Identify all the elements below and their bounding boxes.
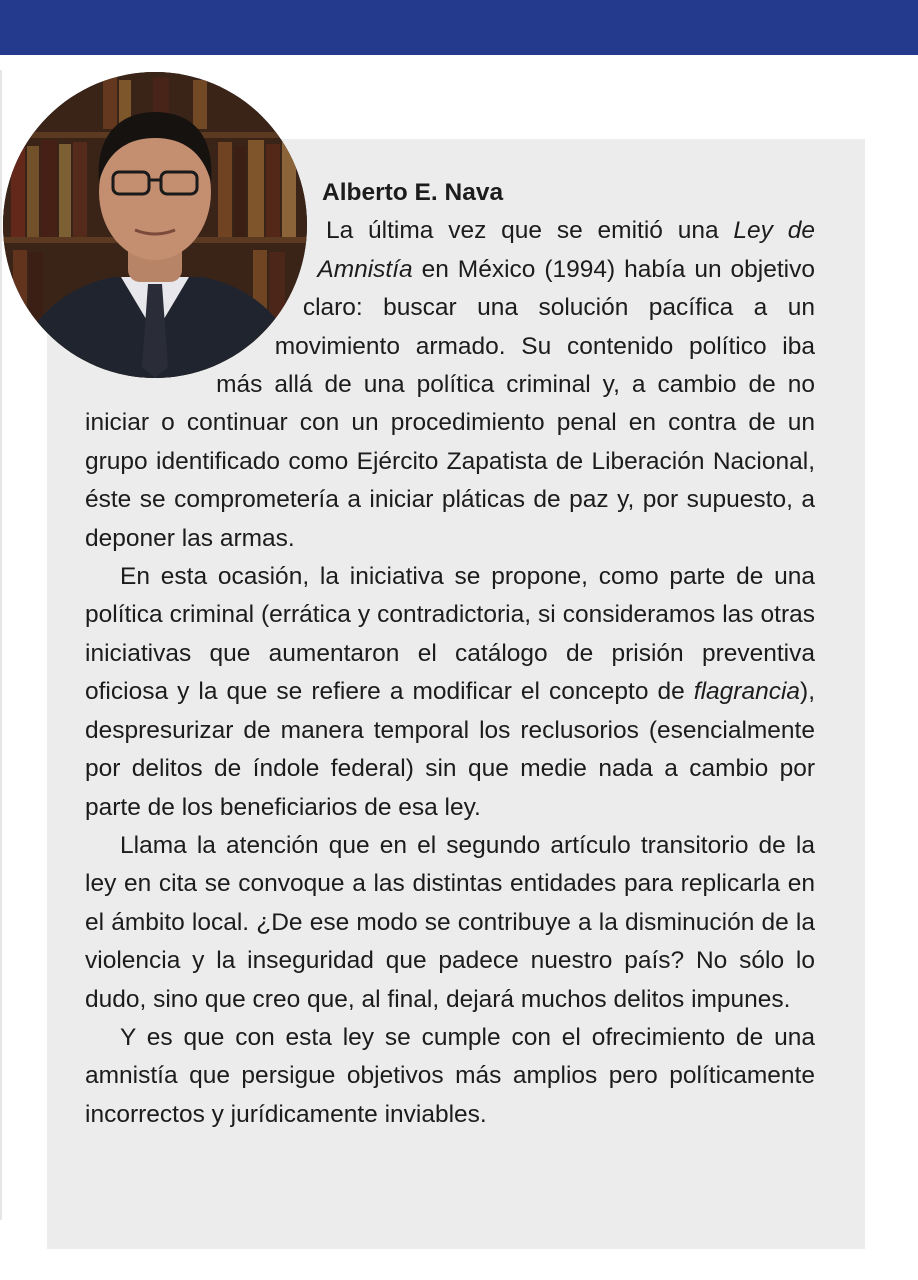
page-edge-rule xyxy=(0,70,2,1220)
header-bar xyxy=(0,0,918,55)
author-portrait-icon xyxy=(3,72,307,378)
paragraph-2 xyxy=(85,558,815,827)
author-photo xyxy=(3,72,307,378)
paragraph-2-part-a: En esta ocasión, la iniciativa se propone, como parte de una política criminal (errática y contradictoria, si consideramos las otras iniciativas que aumentaron el catálogo de prisión preventiva oficiosa y la que se refiere a modificar el concepto de xyxy=(85,563,815,706)
paragraph-1-part-a: La última vez que se emitió una xyxy=(325,217,734,245)
paragraph-3: Llama la atención que en el segundo artículo transitorio de la ley en cita se convoque a las distintas entidades para replicarla en el ámbito local. ¿De ese modo se contribuye a la disminución de la violencia y la inseguridad que padece nuestro país? No sólo lo dudo, sino que creo que, al final, dejará muchos delitos impunes. xyxy=(85,831,815,1013)
author-name: Alberto E. Nava xyxy=(322,179,504,206)
paragraph-2-emphasis: flagrancia xyxy=(693,678,801,706)
paragraph-2-part-b: ), despresurizar de manera temporal los reclusorios (esencialmente por delitos de índole federal) sin que medie nada a cambio por parte de los beneficiarios de esa ley. xyxy=(85,678,815,821)
paragraph-4: Y es que con esta ley se cumple con el ofrecimiento de una amnistía que persigue objetivos más amplios pero políticamente incorrectos y jurídicamente inviables. xyxy=(85,1023,815,1128)
paragraph-1-emphasis: Ley de Amnistía xyxy=(317,217,815,283)
paragraph-1-part-b: en México (1994) había un objetivo claro: buscar una solución pacífica a un movimiento armado. Su contenido político iba más allá de una política criminal y, a cambio de no iniciar o continuar con un procedimiento penal en contra de un grupo identificado como Ejército Zapatista de Liberación Nacional, éste se comprometería a iniciar pláticas de paz y, por supuesto, a deponer las armas. xyxy=(85,255,815,552)
